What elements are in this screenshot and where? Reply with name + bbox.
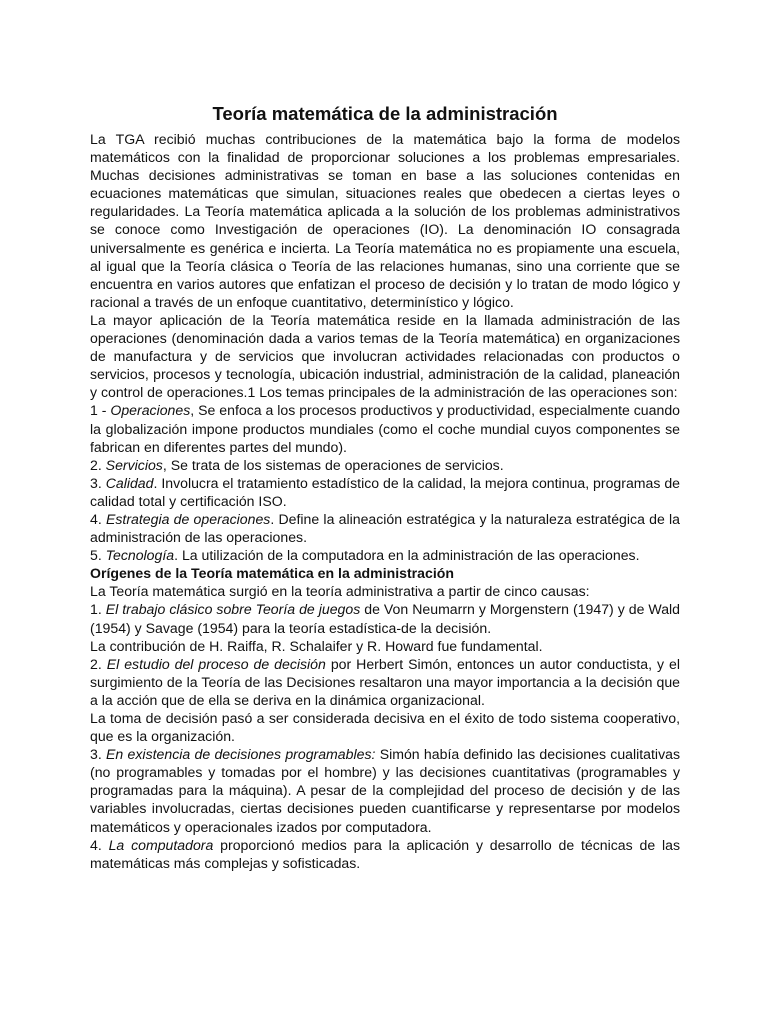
cause-item (90, 836, 680, 872)
cause-number: 1. (90, 601, 106, 618)
topic-text: , Se enfoca a los procesos productivos y productividad, especialmente cuando la globalización impone productos mundiales (como el coche mundial cuyos componentes se fabrican en diferentes partes del mundo). (90, 402, 680, 455)
cause-number: 4. (90, 836, 109, 853)
cause-number: 2. (90, 655, 107, 672)
cause-note: La contribución de H. Raiffa, R. Schalaifer y R. Howard fue fundamental. (90, 637, 543, 654)
cause-name: En existencia de decisiones programables: (106, 746, 376, 763)
topic-item (90, 401, 680, 455)
cause-text: de Von Neumarrn y Morgenstern (1947) y de Wald (1954) y Savage (1954) para la teoría estadística-de la decisión. (90, 601, 681, 636)
cause-text: proporcionó medios para la aplicación y desarrollo de técnicas de las matemáticas más complejas y sofisticadas. (90, 836, 681, 871)
cause-note: La toma de decisión pasó a ser considerada decisiva en el éxito de todo sistema cooperativo, que es la organización. (90, 710, 680, 745)
intro-paragraph-1: La TGA recibió muchas contribuciones de la matemática bajo la forma de modelos matemáticos con la finalidad de proporcionar soluciones a los problemas empresariales. Muchas decisiones administrativas se toman en base a las soluciones contenidas en ecuaciones matemáticas que simulan, situaciones reales que obedecen a ciertas leyes o regularidades. La Teoría matemática aplicada a la solución de los problemas administrativos se conoce como Investigación de operaciones (IO). La denominación IO consagrada universalmente es genérica e incierta. La Teoría matemática no es propiamente una escuela, al igual que la Teoría clásica o Teoría de las relaciones humanas, sino una corriente que se encuentra en varios autores que enfatizan el proceso de decisión y lo tratan de modo lógico y racional a través de un enfoque cuantitativo, determinístico y lógico. (90, 131, 680, 310)
intro-paragraph-2: La mayor aplicación de la Teoría matemática reside en la llamada administración de las operaciones (denominación dada a varios temas de la Teoría matemática) en organizaciones de manufactura y de servicios que involucran actividades relacionadas con productos o servicios, procesos y tecnología, ubicación industrial, administración de la calidad, planeación y control de operaciones.1 Los temas principales de la administración de las operaciones son: (90, 311, 680, 401)
topic-text: , Se trata de los sistemas de operaciones de servicios. (162, 456, 504, 473)
topic-number: 2. (90, 456, 106, 473)
origins-intro: La Teoría matemática surgió en la teoría administrativa a partir de cinco causas: (90, 583, 590, 600)
topic-text: . Involucra el tratamiento estadístico de la calidad, la mejora continua, programas de calidad total y certificación ISO. (90, 474, 681, 509)
document-title: Teoría matemática de la administración (212, 103, 558, 124)
cause-name: El trabajo clásico sobre Teoría de juegos (105, 601, 361, 618)
topic-name: Tecnología (105, 547, 175, 564)
document-page (90, 102, 680, 872)
topic-name: Servicios (105, 456, 163, 473)
topic-number: 3. (90, 474, 106, 491)
cause-name: El estudio del proceso de decisión (106, 655, 326, 672)
topic-number: 1 - (90, 402, 111, 419)
topic-name: Operaciones (110, 402, 191, 419)
topic-item (90, 546, 680, 564)
topic-item (90, 510, 680, 546)
topic-name: Estrategia de operaciones (105, 510, 271, 527)
cause-number: 3. (90, 746, 107, 763)
topic-text: . La utilización de la computadora en la administración de las operaciones. (174, 547, 640, 564)
topic-item (90, 474, 680, 510)
cause-name: La computadora (108, 836, 214, 853)
topic-number: 5. (90, 547, 106, 564)
cause-text: Simón había definido las decisiones cualitativas (no programables y tomadas por el hombre) y las decisiones cuantitativas (programables y programadas para la máquina). A pesar de la complejidad del proceso de decisión y de las variables involucradas, ciertas decisiones pueden cuantificarse y representarse por modelos matemáticos y operacionales izados por computadora. (90, 746, 680, 835)
topic-name: Calidad (105, 474, 154, 491)
topic-number: 4. (90, 510, 106, 527)
cause-text: por Herbert Simón, entonces un autor conductista, y el surgimiento de la Teoría de las Decisiones resaltaron una mayor importancia a la decisión que a la acción que de ella se deriva en la dinámica organizacional. (90, 655, 680, 708)
topic-item (90, 456, 680, 474)
cause-item (90, 655, 680, 709)
cause-item (90, 600, 680, 636)
section-subtitle: Orígenes de la Teoría matemática en la administración (90, 565, 454, 582)
topic-text: . Define la alineación estratégica y la naturaleza estratégica de la administración de las operaciones. (90, 510, 680, 546)
cause-item (90, 745, 680, 835)
